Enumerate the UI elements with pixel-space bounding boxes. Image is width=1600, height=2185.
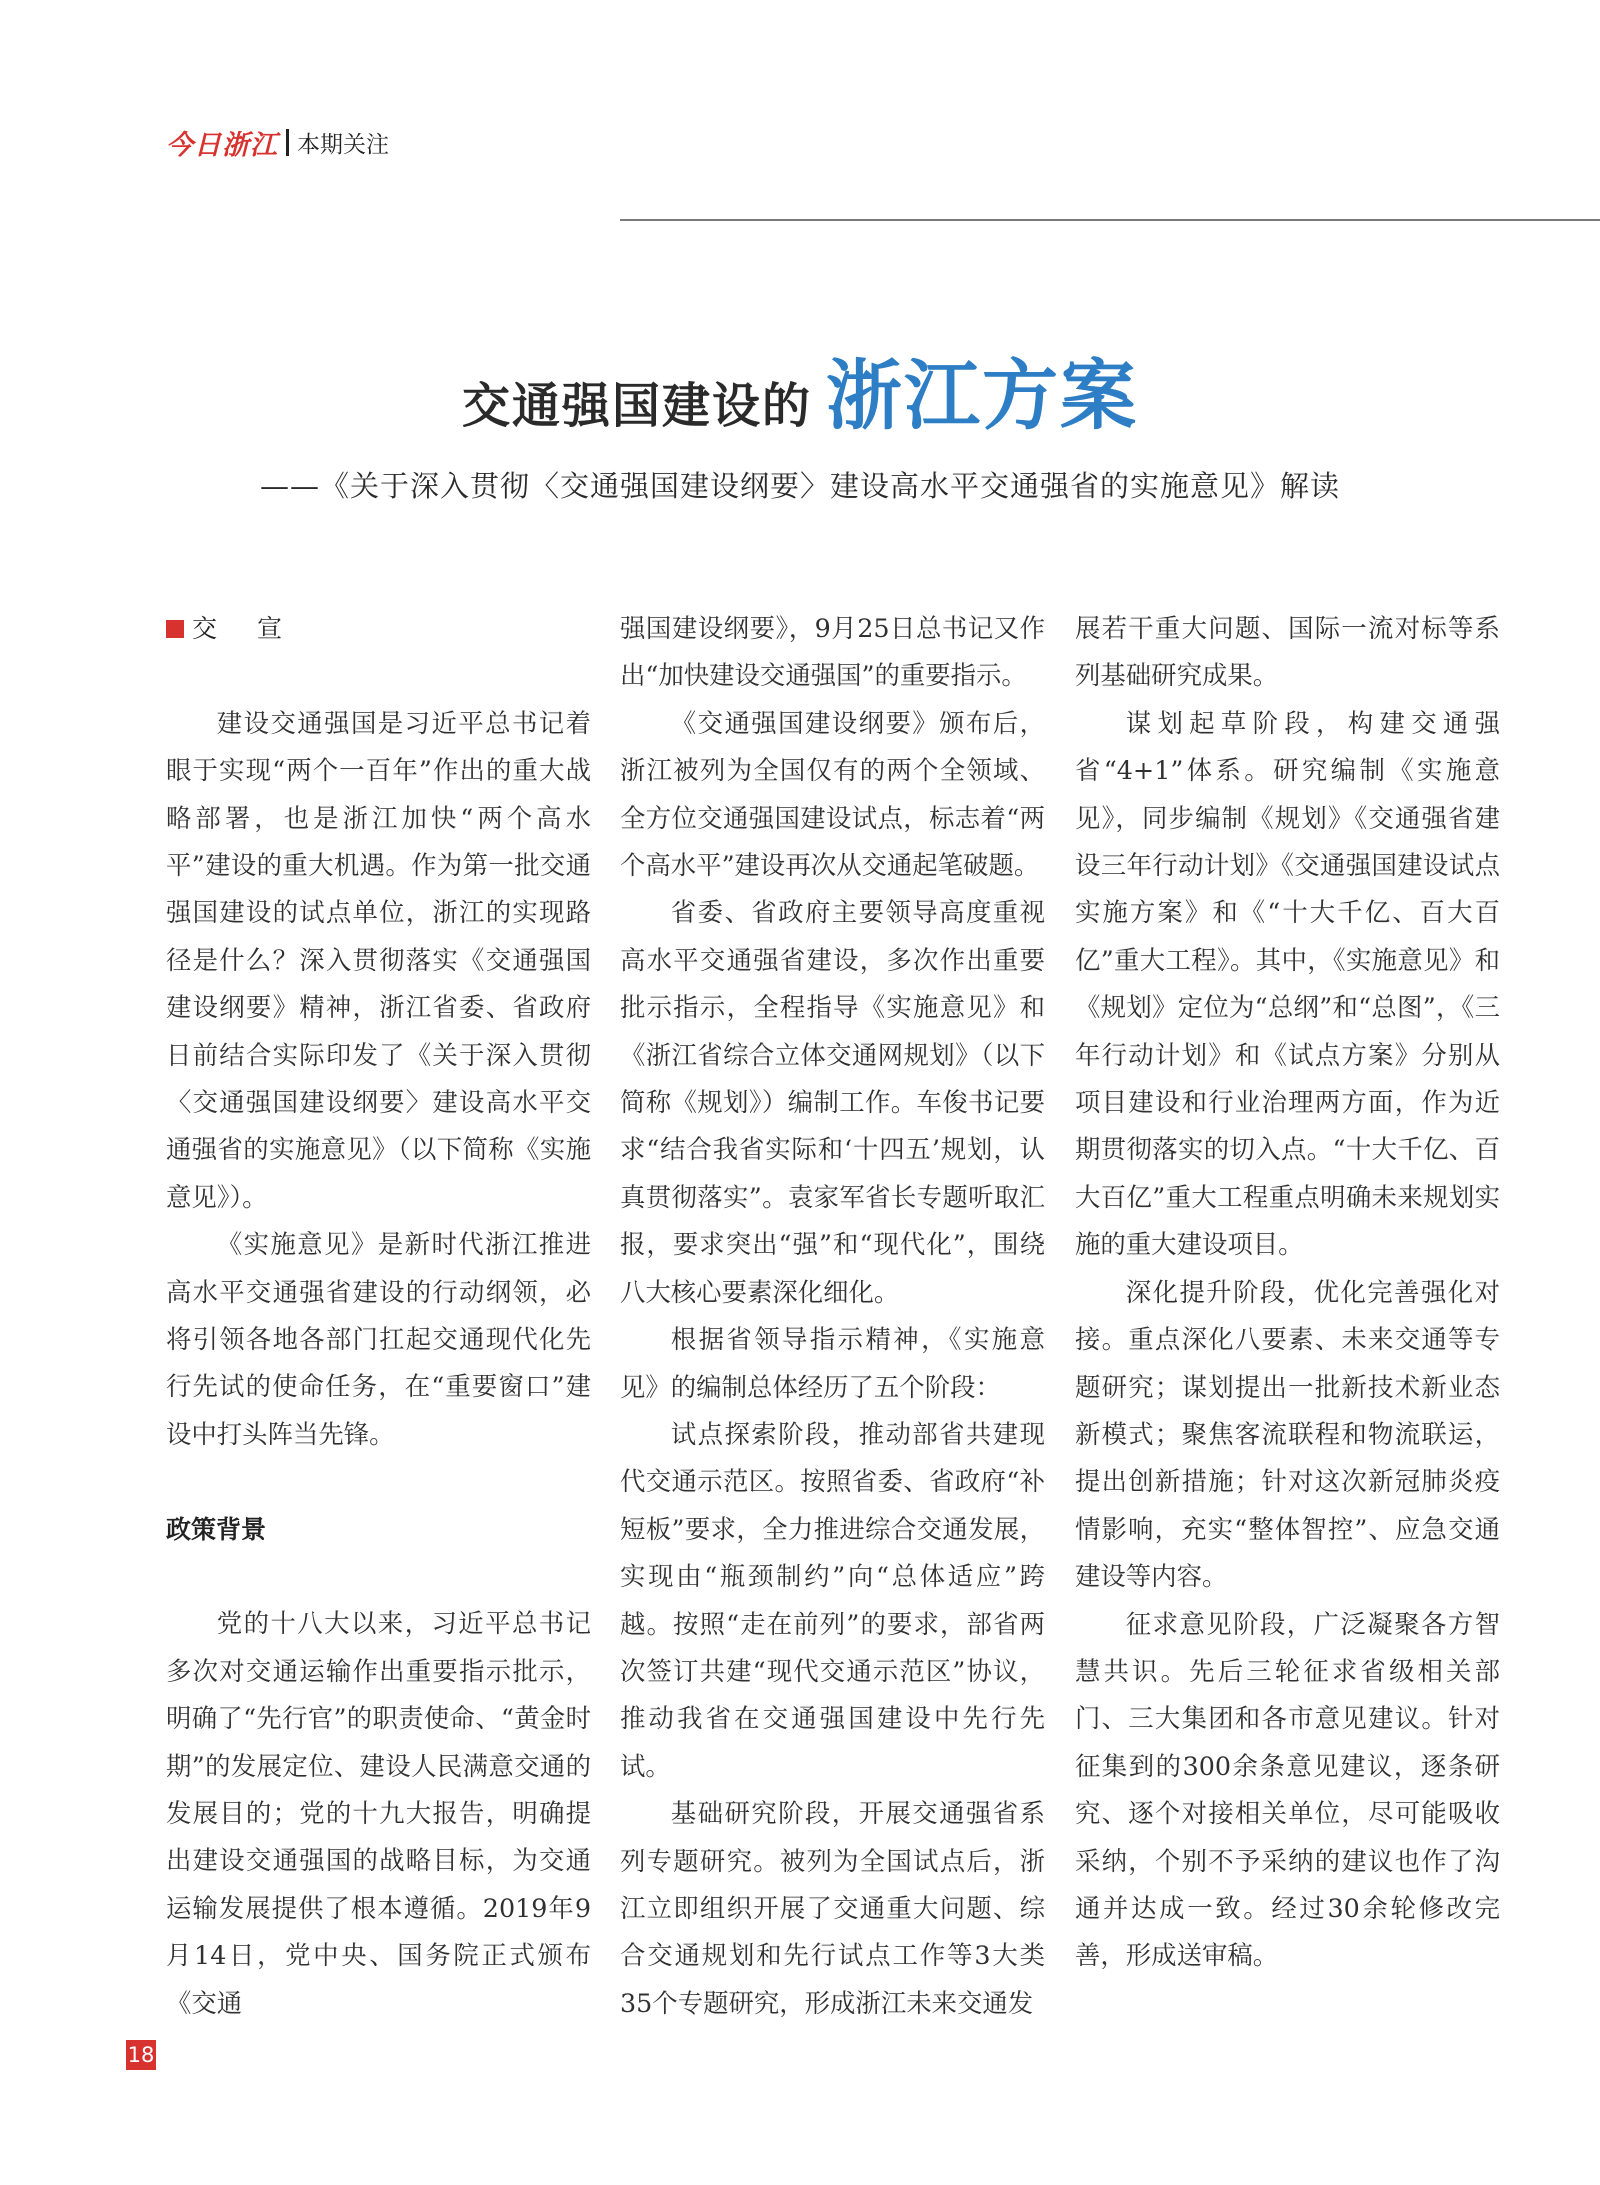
paragraph-continued: 强国建设纲要》，9月25日总书记又作出“加快建设交通强国”的重要指示。 [620,613,1045,691]
title-part-2: 浙江方案 [826,351,1138,440]
title-part-1: 交通强国建设的 [461,378,812,434]
paragraph: 深化提升阶段，优化完善强化对接。重点深化八要素、未来交通等专题研究；谋划提出一批新技术新业态新模式；聚焦客流联程和物流联运，提出创新措施；针对这次新冠肺炎疫情影响，充实“整体智控”、应急交通建设等内容。 [1075,1276,1500,1592]
header-rule [620,219,1600,221]
magazine-logo: 今日浙江 [166,129,278,161]
paragraph: 省委、省政府主要领导高度重视高水平交通强省建设，多次作出重要批示指示，全程指导《实施意见》和《浙江省综合立体交通网规划》（以下简称《规划》）编制工作。车俊书记要求“结合我省实际和‘十四五’规划，认真贯彻落实”。袁家军省长专题听取汇报，要求突出“强”和“现代化”，围绕八大核心要素深化细化。 [620,897,1045,1307]
paragraph: 征求意见阶段，广泛凝聚各方智慧共识。先后三轮征求省级相关部门、三大集团和各市意见建议。针对征集到的300余条意见建议，逐条研究、逐个对接相关单位，尽可能吸收采纳，个别不予采纳的建议也作了沟通并达成一致。经过30余轮修改完善，形成送审稿。 [1075,1608,1500,1971]
section-label: 本期关注 [297,131,389,158]
section-heading: 政策背景 [166,1514,267,1544]
article-subtitle: ——《关于深入贯彻〈交通强国建设纲要〉建设高水平交通强省的实施意见》解读 [259,469,1340,503]
author-name: 交 宣 [192,614,298,643]
spacer [166,652,591,699]
text-column-2 [620,605,1045,2027]
paragraph: 试点探索阶段，推动部省共建现代交通示范区。按照省委、省政府“补短板”要求，全力推进综合交通发展，实现由“瓶颈制约”向“总体适应”跨越。按照“走在前列”的要求，部省两次签订共建“现代交通示范区”协议，推动我省在交通强国建设中先行先试。 [620,1418,1045,1781]
paragraph: 《实施意见》是新时代浙江推进高水平交通强省建设的行动纲领，必将引领各地各部门扛起交通现代化先行先试的使命任务，在“重要窗口”建设中打头阵当先锋。 [166,1229,591,1449]
page-header [166,124,389,160]
red-square-icon [166,620,184,638]
header-separator [286,129,289,156]
text-column-3 [1075,605,1500,1980]
paragraph: 基础研究阶段，开展交通强省系列专题研究。被列为全国试点后，浙江立即组织开展了交通重大问题、综合交通规划和先行试点工作等3大类35个专题研究，形成浙江未来交通发 [620,1798,1045,2018]
spacer [166,1458,591,1505]
paragraph: 建设交通强国是习近平总书记着眼于实现“两个一百年”作出的重大战略部署，也是浙江加快“两个高水平”建设的重大机遇。作为第一批交通强国建设的试点单位，浙江的实现路径是什么？深入贯彻落实《交通强国建设纲要》精神，浙江省委、省政府日前结合实际印发了《关于深入贯彻〈交通强国建设纲要〉建设高水平交通强省的实施意见》（以下简称《实施意见》）。 [166,707,591,1212]
paragraph: 根据省领导指示精神，《实施意见》的编制总体经历了五个阶段： [620,1324,1045,1402]
paragraph: 《交通强国建设纲要》颁布后，浙江被列为全国仅有的两个全领域、全方位交通强国建设试点，标志着“两个高水平”建设再次从交通起笔破题。 [620,707,1045,881]
page-number: 18 [126,2040,156,2070]
author-line [166,605,591,652]
paragraph: 党的十八大以来，习近平总书记多次对交通运输作出重要指示批示，明确了“先行官”的职责使命、“黄金时期”的发展定位、建设人民满意交通的发展目的；党的十九大报告，明确提出建设交通强国的战略目标，为交通运输发展提供了根本遵循。2019年9月14日，党中央、国务院正式颁布《交通 [166,1608,591,2018]
paragraph-continued: 展若干重大问题、国际一流对标等系列基础研究成果。 [1075,613,1500,691]
spacer [166,1553,591,1600]
paragraph: 谋划起草阶段，构建交通强省“4+1”体系。研究编制《实施意见》，同步编制《规划》《交通强省建设三年行动计划》《交通强国建设试点实施方案》和《“十大千亿、百大百亿”重大工程》。其中，《实施意见》和《规划》定位为“总纲”和“总图”，《三年行动计划》和《试点方案》分别从项目建设和行业治理两方面，作为近期贯彻落实的切入点。“十大千亿、百大百亿”重大工程重点明确未来规划实施的重大建设项目。 [1075,707,1500,1260]
text-column-1 [166,605,591,2027]
article-title [0,335,1600,444]
